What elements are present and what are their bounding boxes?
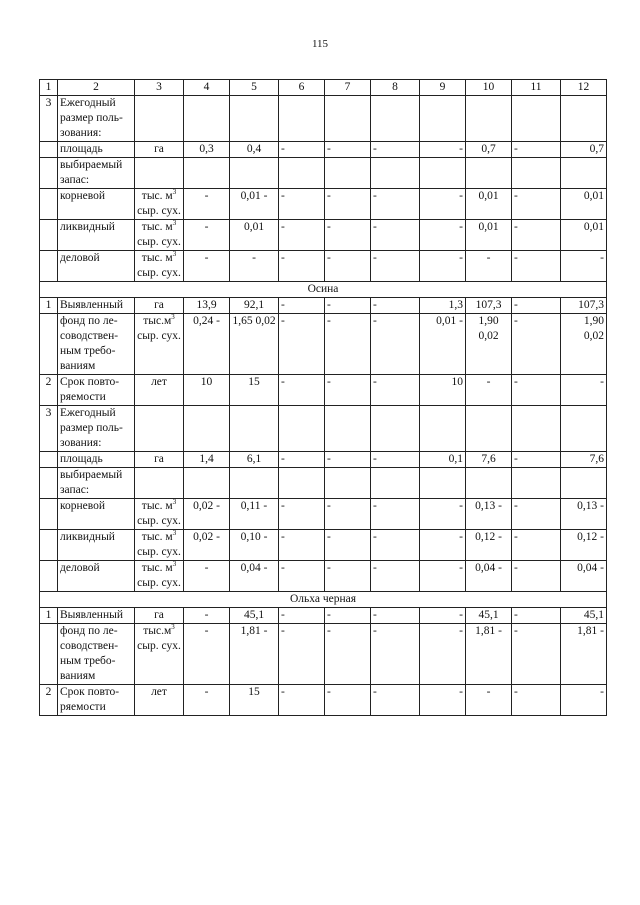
cell-c11: [512, 468, 561, 499]
cell-c4: 1,4: [184, 452, 230, 468]
cell-c5: -: [230, 251, 279, 282]
cell-c6: -: [279, 608, 325, 624]
cell-c7: -: [325, 499, 371, 530]
cell-unit: га: [135, 452, 184, 468]
cell-indicator: деловой: [58, 251, 135, 282]
cell-c12: 0,01: [561, 220, 607, 251]
header-cell-c8: 8: [371, 80, 420, 96]
cell-c11: [512, 96, 561, 142]
cell-c5: 0,11 -: [230, 499, 279, 530]
cell-c12: -: [561, 251, 607, 282]
cell-c10: 0,13 -: [466, 499, 512, 530]
cell-c7: -: [325, 530, 371, 561]
cell-indicator: площадь: [58, 452, 135, 468]
table-row: [40, 530, 607, 561]
cell-c4: -: [184, 561, 230, 592]
cell-c8: -: [371, 314, 420, 375]
cell-c9: 0,01 -: [420, 314, 466, 375]
cell-c6: -: [279, 530, 325, 561]
cell-unit: тыс. $м^3$ сыр. сух.: [135, 220, 184, 251]
cell-c8: -: [371, 530, 420, 561]
cell-unit: тыс. $м^3$ сыр. сух.: [135, 530, 184, 561]
cell-c4: -: [184, 685, 230, 716]
table-row: [40, 189, 607, 220]
cell-c9: [420, 468, 466, 499]
cell-num: [40, 251, 58, 282]
cell-c12: 1,81 -: [561, 624, 607, 685]
cell-c6: -: [279, 314, 325, 375]
cell-c6: [279, 96, 325, 142]
table-row: [40, 406, 607, 452]
cell-c6: [279, 158, 325, 189]
cell-c5: 0,04 -: [230, 561, 279, 592]
cell-unit: [135, 158, 184, 189]
cell-c12: 7,6: [561, 452, 607, 468]
cell-c5: 0,01 -: [230, 189, 279, 220]
cell-c5: 1,65 0,02: [230, 314, 279, 375]
cell-num: [40, 452, 58, 468]
cell-c4: [184, 158, 230, 189]
cell-num: 2: [40, 375, 58, 406]
cell-c8: [371, 96, 420, 142]
cell-c8: -: [371, 624, 420, 685]
cell-c10: -: [466, 375, 512, 406]
cell-c8: [371, 468, 420, 499]
table-row: [40, 158, 607, 189]
forest-use-table: [39, 79, 607, 716]
cell-c10: 1,81 -: [466, 624, 512, 685]
cell-c8: -: [371, 375, 420, 406]
cell-c7: -: [325, 314, 371, 375]
cell-c5: 15: [230, 685, 279, 716]
cell-c11: -: [512, 189, 561, 220]
table-row: [40, 499, 607, 530]
cell-c11: -: [512, 298, 561, 314]
cell-unit: [135, 406, 184, 452]
table-row: [40, 251, 607, 282]
cell-indicator: Срок повто-ряемости: [58, 375, 135, 406]
cell-unit: га: [135, 608, 184, 624]
header-cell-c4: 4: [184, 80, 230, 96]
cell-c6: -: [279, 561, 325, 592]
cell-c7: -: [325, 452, 371, 468]
table-row: [40, 142, 607, 158]
cell-c6: [279, 468, 325, 499]
table-row: [40, 468, 607, 499]
table-row: [40, 220, 607, 251]
header-cell-unit: 3: [135, 80, 184, 96]
cell-c5: [230, 158, 279, 189]
cell-c6: -: [279, 220, 325, 251]
cell-c5: 0,4: [230, 142, 279, 158]
cell-c11: -: [512, 220, 561, 251]
cell-num: 3: [40, 406, 58, 452]
cell-unit: $тыс.м^3$ сыр. сух.: [135, 314, 184, 375]
cell-unit: [135, 468, 184, 499]
cell-num: [40, 499, 58, 530]
cell-c7: -: [325, 624, 371, 685]
cell-c4: -: [184, 220, 230, 251]
table-row: [40, 298, 607, 314]
cell-c12: 0,12 -: [561, 530, 607, 561]
cell-num: [40, 530, 58, 561]
cell-c8: -: [371, 220, 420, 251]
cell-indicator: выбираемый запас:: [58, 158, 135, 189]
cell-c9: [420, 158, 466, 189]
cell-c4: [184, 406, 230, 452]
cell-c5: 92,1: [230, 298, 279, 314]
cell-c5: 6,1: [230, 452, 279, 468]
header-cell-indicator: 2: [58, 80, 135, 96]
cell-indicator: Выявленный: [58, 298, 135, 314]
table-row: [40, 561, 607, 592]
cell-indicator: деловой: [58, 561, 135, 592]
cell-c4: [184, 96, 230, 142]
cell-num: [40, 468, 58, 499]
cell-c9: -: [420, 685, 466, 716]
cell-c5: [230, 468, 279, 499]
cell-c10: 107,3: [466, 298, 512, 314]
table-row: [40, 96, 607, 142]
cell-c9: -: [420, 220, 466, 251]
cell-c11: -: [512, 314, 561, 375]
cell-c6: -: [279, 251, 325, 282]
cell-c4: -: [184, 189, 230, 220]
cell-c9: -: [420, 624, 466, 685]
cell-c10: 0,04 -: [466, 561, 512, 592]
cell-c9: -: [420, 142, 466, 158]
cell-c10: 7,6: [466, 452, 512, 468]
cell-c10: -: [466, 685, 512, 716]
cell-c4: -: [184, 608, 230, 624]
cell-indicator: ликвидный: [58, 220, 135, 251]
cell-c4: 0,02 -: [184, 499, 230, 530]
cell-indicator: корневой: [58, 189, 135, 220]
cell-c10: 0,01: [466, 189, 512, 220]
cell-c10: [466, 158, 512, 189]
cell-c6: -: [279, 375, 325, 406]
cell-c10: [466, 406, 512, 452]
cell-c11: [512, 406, 561, 452]
cell-num: [40, 561, 58, 592]
cell-c12: -: [561, 375, 607, 406]
header-cell-c12: 12: [561, 80, 607, 96]
cell-c6: -: [279, 142, 325, 158]
cell-c12: 0,04 -: [561, 561, 607, 592]
cell-c8: -: [371, 142, 420, 158]
page-number: 115: [311, 38, 329, 50]
cell-num: 3: [40, 96, 58, 142]
cell-c12: 45,1: [561, 608, 607, 624]
cell-c11: [512, 158, 561, 189]
section-title: Осина: [40, 282, 607, 298]
cell-c11: -: [512, 452, 561, 468]
cell-c6: -: [279, 452, 325, 468]
section-row: [40, 282, 607, 298]
cell-indicator: Выявленный: [58, 608, 135, 624]
cell-num: 1: [40, 608, 58, 624]
cell-c6: -: [279, 189, 325, 220]
cell-indicator: корневой: [58, 499, 135, 530]
cell-c8: -: [371, 251, 420, 282]
header-cell-c10: 10: [466, 80, 512, 96]
cell-c10: -: [466, 251, 512, 282]
cell-indicator: Срок повто-ряемости: [58, 685, 135, 716]
cell-c7: [325, 468, 371, 499]
cell-c4: -: [184, 251, 230, 282]
cell-num: 2: [40, 685, 58, 716]
cell-c11: -: [512, 561, 561, 592]
cell-unit: лет: [135, 375, 184, 406]
cell-num: [40, 314, 58, 375]
cell-c7: -: [325, 685, 371, 716]
header-cell-c6: 6: [279, 80, 325, 96]
cell-c12: 107,3: [561, 298, 607, 314]
cell-indicator: площадь: [58, 142, 135, 158]
cell-c7: [325, 96, 371, 142]
cell-c6: -: [279, 499, 325, 530]
cell-num: [40, 142, 58, 158]
header-cell-c11: 11: [512, 80, 561, 96]
cell-num: [40, 158, 58, 189]
header-row: [40, 80, 607, 96]
cell-c8: -: [371, 608, 420, 624]
cell-c7: -: [325, 142, 371, 158]
cell-c7: -: [325, 251, 371, 282]
cell-indicator: Ежегодный размер поль-зования:: [58, 406, 135, 452]
cell-c12: 0,13 -: [561, 499, 607, 530]
cell-c11: -: [512, 499, 561, 530]
cell-c9: -: [420, 251, 466, 282]
cell-c5: [230, 96, 279, 142]
cell-c10: 0,7: [466, 142, 512, 158]
cell-c12: [561, 468, 607, 499]
section-title: Ольха черная: [40, 592, 607, 608]
cell-c5: 15: [230, 375, 279, 406]
cell-c9: [420, 406, 466, 452]
cell-c12: -: [561, 685, 607, 716]
cell-c11: -: [512, 608, 561, 624]
cell-c11: -: [512, 624, 561, 685]
cell-indicator: выбираемый запас:: [58, 468, 135, 499]
cell-c10: 45,1: [466, 608, 512, 624]
cell-c8: -: [371, 561, 420, 592]
cell-c10: 1,90 0,02: [466, 314, 512, 375]
cell-c4: 13,9: [184, 298, 230, 314]
cell-c7: -: [325, 375, 371, 406]
cell-indicator: Ежегодный размер поль-зования:: [58, 96, 135, 142]
cell-c9: -: [420, 608, 466, 624]
cell-c7: -: [325, 189, 371, 220]
cell-c7: [325, 158, 371, 189]
cell-c9: 0,1: [420, 452, 466, 468]
cell-c5: 1,81 -: [230, 624, 279, 685]
header-cell-num: 1: [40, 80, 58, 96]
cell-c9: -: [420, 561, 466, 592]
cell-c7: [325, 406, 371, 452]
cell-c9: 10: [420, 375, 466, 406]
cell-c8: -: [371, 499, 420, 530]
cell-c7: -: [325, 608, 371, 624]
header-cell-c9: 9: [420, 80, 466, 96]
cell-indicator: ликвидный: [58, 530, 135, 561]
table-row: [40, 375, 607, 406]
cell-c8: -: [371, 452, 420, 468]
cell-c6: -: [279, 685, 325, 716]
cell-c8: -: [371, 298, 420, 314]
cell-c8: [371, 406, 420, 452]
section-row: [40, 592, 607, 608]
header-cell-c5: 5: [230, 80, 279, 96]
cell-c4: 0,24 -: [184, 314, 230, 375]
cell-c12: [561, 96, 607, 142]
cell-c12: 0,7: [561, 142, 607, 158]
cell-c5: 0,10 -: [230, 530, 279, 561]
cell-c11: -: [512, 142, 561, 158]
cell-c4: 10: [184, 375, 230, 406]
cell-c4: [184, 468, 230, 499]
cell-unit: тыс. $м^3$ сыр. сух.: [135, 561, 184, 592]
cell-c11: -: [512, 251, 561, 282]
cell-c8: [371, 158, 420, 189]
cell-c9: 1,3: [420, 298, 466, 314]
table-row: [40, 624, 607, 685]
cell-c6: -: [279, 624, 325, 685]
cell-c5: 45,1: [230, 608, 279, 624]
cell-unit: тыс. $м^3$ сыр. сух.: [135, 499, 184, 530]
cell-unit: [135, 96, 184, 142]
table-row: [40, 685, 607, 716]
cell-indicator: фонд по ле-соводствен-ным требо-ваниям: [58, 624, 135, 685]
cell-c8: -: [371, 189, 420, 220]
cell-c10: [466, 468, 512, 499]
cell-c5: [230, 406, 279, 452]
cell-num: [40, 189, 58, 220]
cell-c12: 1,90 0,02: [561, 314, 607, 375]
cell-c11: -: [512, 530, 561, 561]
cell-num: [40, 220, 58, 251]
cell-unit: тыс. $м^3$ сыр. сух.: [135, 189, 184, 220]
cell-c12: [561, 406, 607, 452]
cell-c9: -: [420, 499, 466, 530]
cell-c7: -: [325, 220, 371, 251]
header-cell-c7: 7: [325, 80, 371, 96]
cell-c11: -: [512, 685, 561, 716]
cell-c5: 0,01: [230, 220, 279, 251]
cell-c4: -: [184, 624, 230, 685]
cell-unit: га: [135, 298, 184, 314]
cell-c9: [420, 96, 466, 142]
cell-c7: -: [325, 561, 371, 592]
table-row: [40, 608, 607, 624]
cell-c10: 0,01: [466, 220, 512, 251]
table-row: [40, 314, 607, 375]
cell-c12: [561, 158, 607, 189]
cell-c8: -: [371, 685, 420, 716]
cell-unit: тыс. $м^3$ сыр. сух.: [135, 251, 184, 282]
cell-unit: га: [135, 142, 184, 158]
cell-c10: 0,12 -: [466, 530, 512, 561]
cell-c9: -: [420, 189, 466, 220]
cell-unit: лет: [135, 685, 184, 716]
cell-c7: -: [325, 298, 371, 314]
cell-unit: $тыс.м^3$ сыр. сух.: [135, 624, 184, 685]
cell-c9: -: [420, 530, 466, 561]
cell-c4: 0,02 -: [184, 530, 230, 561]
cell-c10: [466, 96, 512, 142]
cell-num: [40, 624, 58, 685]
cell-indicator: фонд по ле-соводствен-ным требо-ваниям: [58, 314, 135, 375]
cell-c4: 0,3: [184, 142, 230, 158]
table-row: [40, 452, 607, 468]
cell-c6: [279, 406, 325, 452]
cell-num: 1: [40, 298, 58, 314]
cell-c11: -: [512, 375, 561, 406]
cell-c6: -: [279, 298, 325, 314]
cell-c12: 0,01: [561, 189, 607, 220]
